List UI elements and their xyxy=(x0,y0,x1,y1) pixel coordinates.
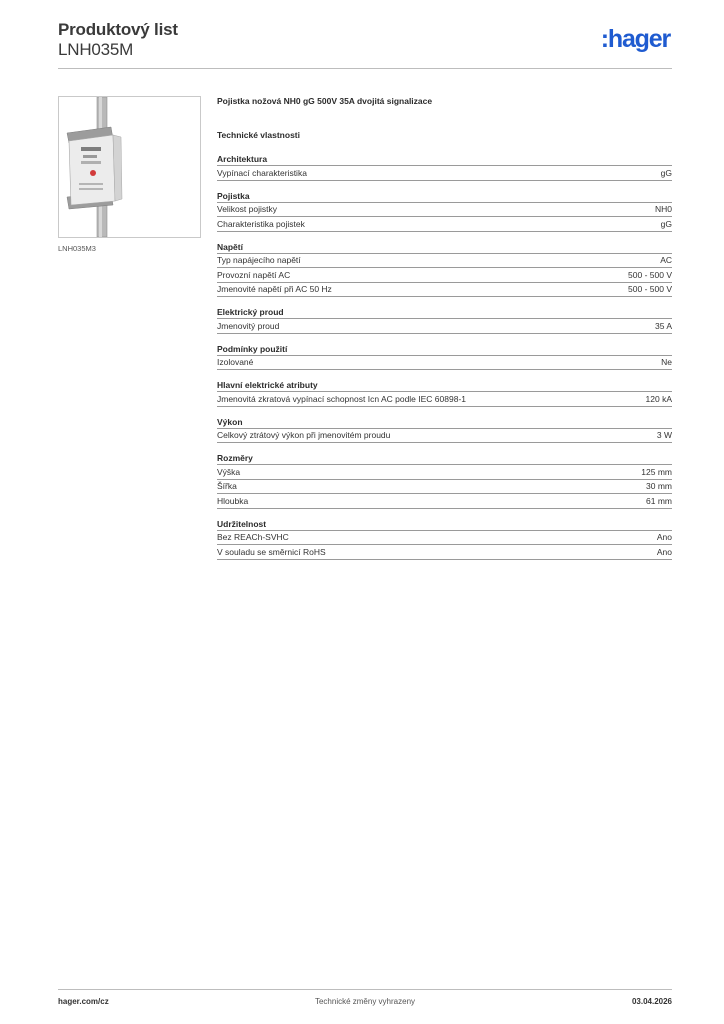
spec-label: Velikost pojistky xyxy=(217,204,277,215)
page-title: Produktový list xyxy=(58,20,178,39)
spec-label: Charakteristika pojistek xyxy=(217,218,305,229)
spec-value: Ano xyxy=(656,546,672,557)
spec-label: Vypínací charakteristika xyxy=(217,167,307,178)
section-hlavni-elektricke-atributy xyxy=(217,378,672,407)
section-title: Výkon xyxy=(217,415,672,429)
footer-website-link[interactable]: hager.com/cz xyxy=(58,997,109,1006)
spec-label: Jmenovité napětí při AC 50 Hz xyxy=(217,284,332,295)
spec-row xyxy=(217,283,672,298)
spec-row xyxy=(217,480,672,495)
section-pojistka xyxy=(217,189,672,232)
section-title: Napětí xyxy=(217,240,672,254)
spec-label: Celkový ztrátový výkon při jmenovitém proudu xyxy=(217,430,391,441)
spec-row xyxy=(217,166,672,181)
section-title: Pojistka xyxy=(217,189,672,203)
spec-value: 120 kA xyxy=(645,393,672,404)
spec-label: Šířka xyxy=(217,481,237,492)
spec-row xyxy=(217,545,672,560)
product-image xyxy=(58,96,201,238)
section-title: Architektura xyxy=(217,152,672,166)
spec-label: Jmenovitá zkratová vypínací schopnost Icn AC podle IEC 60898-1 xyxy=(217,393,466,404)
spec-label: Jmenovitý proud xyxy=(217,320,280,331)
spec-value: 500 - 500 V xyxy=(628,269,672,280)
spec-row xyxy=(217,465,672,480)
section-title: Podmínky použití xyxy=(217,342,672,356)
section-udrzitelnost xyxy=(217,517,672,560)
footer-date: 03.04.2026 xyxy=(631,997,672,1006)
section-vykon xyxy=(217,415,672,444)
page-footer xyxy=(58,997,672,1011)
logo-text: :hager xyxy=(600,25,670,53)
section-title: Hlavní elektrické atributy xyxy=(217,378,672,392)
section-napeti xyxy=(217,240,672,298)
footer-divider xyxy=(58,989,672,990)
page-header xyxy=(58,20,672,68)
spec-label: Hloubka xyxy=(217,495,249,506)
spec-row xyxy=(217,531,672,546)
section-title: Rozměry xyxy=(217,451,672,465)
section-elektricky-proud xyxy=(217,305,672,334)
spec-row xyxy=(217,254,672,269)
spec-row xyxy=(217,203,672,218)
fuse-image xyxy=(59,97,200,237)
spec-row xyxy=(217,429,672,444)
spec-row xyxy=(217,217,672,232)
spec-label: V souladu se směrnicí RoHS xyxy=(217,546,326,557)
spec-row xyxy=(217,494,672,509)
spec-value: 125 mm xyxy=(641,466,672,477)
spec-value: Ne xyxy=(661,357,672,368)
spec-value: NH0 xyxy=(654,204,672,215)
section-rozmery xyxy=(217,451,672,509)
hager-logo xyxy=(601,27,670,52)
footer-note: Technické změny vyhrazeny xyxy=(314,997,416,1006)
spec-value: 500 - 500 V xyxy=(628,284,672,295)
section-podminky-pouziti xyxy=(217,342,672,371)
spec-value: AC xyxy=(660,255,672,266)
spec-value: 35 A xyxy=(654,320,672,331)
spec-value: 3 W xyxy=(656,430,672,441)
spec-value: gG xyxy=(660,218,672,229)
product-code: LNH035M xyxy=(58,40,134,59)
tech-properties-heading: Technické vlastnosti xyxy=(217,130,300,140)
header-divider xyxy=(58,68,672,69)
section-title: Elektrický proud xyxy=(217,305,672,319)
spec-label: Typ napájecího napětí xyxy=(217,255,301,266)
spec-row xyxy=(217,356,672,371)
spec-row xyxy=(217,392,672,407)
spec-label: Výška xyxy=(217,466,241,477)
spec-value: 30 mm xyxy=(646,481,672,492)
spec-value: Ano xyxy=(656,532,672,543)
spec-value: 61 mm xyxy=(646,495,672,506)
spec-row xyxy=(217,319,672,334)
specs-column xyxy=(217,96,672,560)
spec-label: Provozní napětí AC xyxy=(217,269,291,280)
spec-row xyxy=(217,268,672,283)
image-caption: LNH035M3 xyxy=(58,244,96,253)
spec-value: gG xyxy=(660,167,672,178)
section-title: Udržitelnost xyxy=(217,517,672,531)
section-architektura xyxy=(217,152,672,181)
spec-label: Bez REACh-SVHC xyxy=(217,532,289,543)
spec-label: Izolované xyxy=(217,357,254,368)
product-description: Pojistka nožová NH0 gG 500V 35A dvojitá signalizace xyxy=(217,96,433,106)
